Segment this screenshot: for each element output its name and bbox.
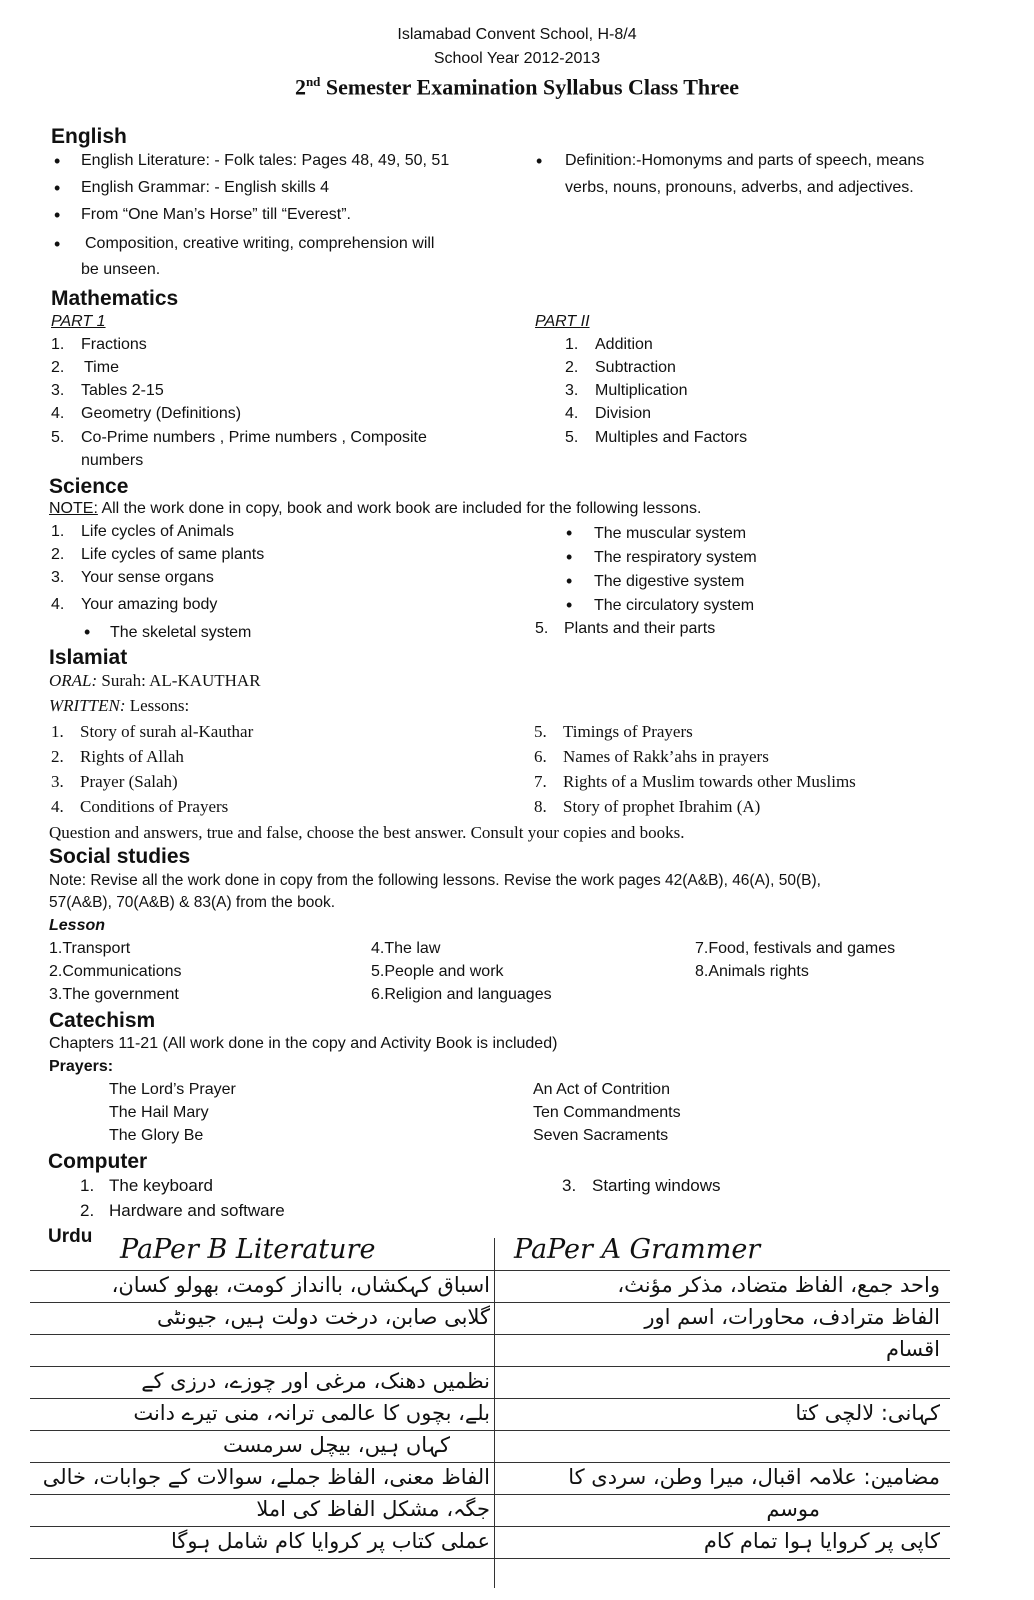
urdu-right-line: الفاظ مترادف، محاورات، اسم اور	[644, 1305, 940, 1329]
page-title	[0, 74, 1034, 100]
mathematics-heading: Mathematics	[51, 287, 179, 310]
math-item: Multiples and Factors	[595, 429, 748, 446]
islamiat-item: Story of prophet Ibrahim (A)	[563, 797, 761, 816]
science-heading: Science	[49, 475, 129, 498]
math-item: Tables 2-15	[81, 382, 164, 399]
science-item: The respiratory system	[594, 549, 757, 566]
bullet-icon: •	[84, 622, 91, 642]
social-item: 7.Food, festivals and games	[695, 940, 896, 957]
ruled-line	[30, 1430, 950, 1431]
urdu-right-line: کاپی پر کروایا ہوا تمام کام	[703, 1529, 940, 1553]
ruled-line	[30, 1462, 950, 1463]
math-num: 2.	[51, 359, 65, 376]
bullet-icon: •	[54, 178, 61, 198]
urdu-right-line: موسم	[766, 1497, 820, 1521]
prayers-label: Prayers:	[49, 1058, 114, 1075]
urdu-left-line: بلے، بچوں کا عالمی ترانہ، منی تیرے دانت	[133, 1401, 490, 1425]
science-item: The muscular system	[594, 525, 747, 542]
math-num: 1.	[565, 336, 579, 353]
social-item: 6.Religion and languages	[371, 986, 552, 1003]
math-part2-label: PART II	[535, 313, 590, 330]
school-year: School Year 2012-2013	[433, 50, 601, 67]
social-item: 2.Communications	[49, 963, 182, 980]
english-item: From “One Man’s Horse” till “Everest”.	[81, 206, 351, 223]
social-note-cont: 57(A&B), 70(A&B) & 83(A) from the book.	[49, 894, 336, 911]
math-num: 3.	[51, 382, 65, 399]
science-item: Life cycles of Animals	[81, 523, 234, 540]
english-item: English Grammar: - English skills 4	[81, 179, 330, 196]
islamiat-num: 2.	[51, 747, 64, 766]
ruled-line	[30, 1526, 950, 1527]
islamiat-num: 8.	[534, 797, 547, 816]
bullet-icon: •	[566, 595, 573, 615]
computer-item: Starting windows	[592, 1176, 721, 1195]
bullet-icon: •	[54, 234, 61, 254]
bullet-icon: •	[566, 571, 573, 591]
urdu-right-line: واحد جمع، الفاظ متضاد، مذکر مؤنث،	[617, 1273, 940, 1297]
urdu-right-line: اقسام	[885, 1337, 940, 1361]
islamiat-item: Conditions of Prayers	[80, 797, 229, 816]
english-item: English Literature: - Folk tales: Pages 48, 49, 50, 51	[81, 152, 450, 169]
computer-item: The keyboard	[109, 1176, 213, 1195]
math-num: 2.	[565, 359, 579, 376]
math-num: 3.	[565, 382, 579, 399]
urdu-right-line: مضامین: علامہ اقبال، میرا وطن، سردی کا	[568, 1465, 940, 1489]
english-heading: English	[51, 125, 127, 148]
islamiat-footer: Question and answers, true and false, choose the best answer. Consult your copies and books.	[49, 823, 685, 842]
ruled-line	[30, 1366, 950, 1367]
math-item: Division	[595, 405, 652, 422]
social-item: 4.The law	[371, 940, 441, 957]
social-item: 5.People and work	[371, 963, 504, 980]
title-text: Semester Examination Syllabus Class Three	[320, 74, 740, 100]
science-item: The circulatory system	[594, 597, 755, 614]
urdu-right-line: کہانی: لالچی کتا	[795, 1401, 940, 1425]
urdu-left-line: اسباق کہکشاں، باانداز کومت، بھولو کسان،	[111, 1273, 490, 1297]
title-number: 2	[294, 74, 306, 100]
math-item: Co-Prime numbers , Prime numbers , Composite	[81, 429, 427, 446]
islamiat-item: Story of surah al-Kauthar	[80, 722, 254, 741]
prayer-item: The Glory Be	[109, 1127, 204, 1144]
school-name: Islamabad Convent School, H-8/4	[397, 26, 637, 43]
science-num: 5.	[535, 620, 549, 637]
written-text: Lessons:	[125, 696, 190, 715]
math-num: 1.	[51, 336, 65, 353]
computer-num: 2.	[80, 1201, 95, 1220]
urdu-left-line: گلابی صابن، درخت دولت ہیں، جیونٹی	[157, 1305, 490, 1329]
english-definition-cont: verbs, nouns, pronouns, adverbs, and adjectives.	[565, 179, 914, 196]
english-item: Composition, creative writing, comprehension will	[85, 235, 435, 252]
math-item-cont: numbers	[81, 452, 144, 469]
islamiat-num: 7.	[534, 772, 547, 791]
ruled-line	[30, 1270, 950, 1271]
islamiat-num: 3.	[51, 772, 64, 791]
ruled-line	[30, 1334, 950, 1335]
math-num: 5.	[565, 429, 579, 446]
math-num: 4.	[565, 405, 579, 422]
islamiat-num: 6.	[534, 747, 547, 766]
urdu-left-line: الفاظ معنی، الفاظ جملے، سوالات کے جوابات، خالی	[42, 1465, 490, 1489]
science-note	[49, 500, 702, 518]
prayer-item: Seven Sacraments	[533, 1127, 669, 1144]
written-label: WRITTEN:	[49, 696, 126, 715]
prayer-item: The Lord’s Prayer	[109, 1081, 236, 1098]
social-item: 3.The government	[49, 986, 179, 1003]
islamiat-item: Rights of a Muslim towards other Muslims	[563, 772, 856, 791]
bullet-icon: •	[566, 547, 573, 567]
catechism-chapters: Chapters 11-21 (All work done in the copy and Activity Book is included)	[49, 1035, 558, 1052]
science-item: Life cycles of same plants	[81, 546, 265, 563]
bullet-icon: •	[536, 151, 543, 171]
urdu-left-line: عملی کتاب پر کروایا کام شامل ہوگا	[170, 1529, 490, 1553]
islamiat-num: 4.	[51, 797, 64, 816]
ruled-line	[30, 1558, 950, 1559]
computer-heading: Computer	[48, 1150, 148, 1173]
bullet-icon: •	[566, 523, 573, 543]
bullet-icon: •	[54, 151, 61, 171]
urdu-left-line: نظمیں دھنک، مرغی اور چوزے، درزی کے	[141, 1369, 490, 1393]
islamiat-item: Timings of Prayers	[563, 722, 693, 741]
math-num: 5.	[51, 429, 65, 446]
urdu-column-divider	[494, 1238, 495, 1588]
science-item: The digestive system	[594, 573, 745, 590]
oral-text: Surah: AL-KAUTHAR	[97, 671, 261, 690]
urdu-paper-a-title: PaPer A Grammer	[514, 1234, 761, 1265]
math-item: Subtraction	[595, 359, 676, 376]
note-label: NOTE:	[49, 500, 98, 517]
bullet-icon: •	[54, 205, 61, 225]
english-item-cont: be unseen.	[81, 261, 161, 278]
note-text: All the work done in copy, book and work book are included for the following lessons.	[97, 500, 702, 517]
math-item: Addition	[595, 336, 653, 353]
catechism-heading: Catechism	[49, 1009, 156, 1032]
science-num: 4.	[51, 596, 65, 613]
title-ordinal: nd	[305, 74, 321, 89]
social-item: 8.Animals rights	[695, 963, 809, 980]
urdu-left-line: جگہ، مشکل الفاظ کی املا	[256, 1497, 490, 1521]
math-item: Geometry (Definitions)	[81, 405, 242, 422]
math-item: Fractions	[81, 336, 147, 353]
islamiat-item: Names of Rakk’ahs in prayers	[563, 747, 769, 766]
science-num: 3.	[51, 569, 65, 586]
islamiat-written	[49, 696, 189, 716]
science-subitem: The skeletal system	[110, 624, 252, 641]
computer-item: Hardware and software	[109, 1201, 285, 1220]
computer-num: 1.	[80, 1176, 95, 1195]
social-heading: Social studies	[49, 845, 191, 868]
islamiat-item: Prayer (Salah)	[80, 772, 178, 791]
science-num: 2.	[51, 546, 65, 563]
science-num: 1.	[51, 523, 65, 540]
computer-num: 3.	[562, 1176, 577, 1195]
urdu-left-line: کہاں ہیں، بیچل سرمست	[223, 1433, 450, 1457]
urdu-heading: Urdu	[48, 1226, 93, 1247]
math-item: Time	[84, 359, 119, 376]
prayer-item: An Act of Contrition	[533, 1081, 670, 1098]
islamiat-heading: Islamiat	[49, 646, 128, 669]
ruled-line	[30, 1302, 950, 1303]
english-definition: Definition:-Homonyms and parts of speech, means	[565, 152, 925, 169]
urdu-paper-b-title: PaPer B Literature	[120, 1234, 376, 1265]
math-item: Multiplication	[595, 382, 688, 399]
oral-label: ORAL:	[49, 671, 98, 690]
science-item: Your sense organs	[81, 569, 214, 586]
social-item: 1.Transport	[49, 940, 131, 957]
math-part1-label: PART 1	[51, 313, 106, 330]
math-num: 4.	[51, 405, 65, 422]
ruled-line	[30, 1494, 950, 1495]
prayer-item: The Hail Mary	[109, 1104, 209, 1121]
islamiat-num: 1.	[51, 722, 64, 741]
islamiat-item: Rights of Allah	[80, 747, 184, 766]
social-note: Note: Revise all the work done in copy from the following lessons. Revise the work pages 42(A&B), 46(A), 50(B),	[49, 872, 821, 889]
science-item: Plants and their parts	[564, 620, 716, 637]
islamiat-num: 5.	[534, 722, 547, 741]
prayer-item: Ten Commandments	[533, 1104, 681, 1121]
science-item: Your amazing body	[81, 596, 218, 613]
lesson-label: Lesson	[49, 917, 106, 934]
islamiat-oral	[49, 671, 261, 691]
ruled-line	[30, 1398, 950, 1399]
